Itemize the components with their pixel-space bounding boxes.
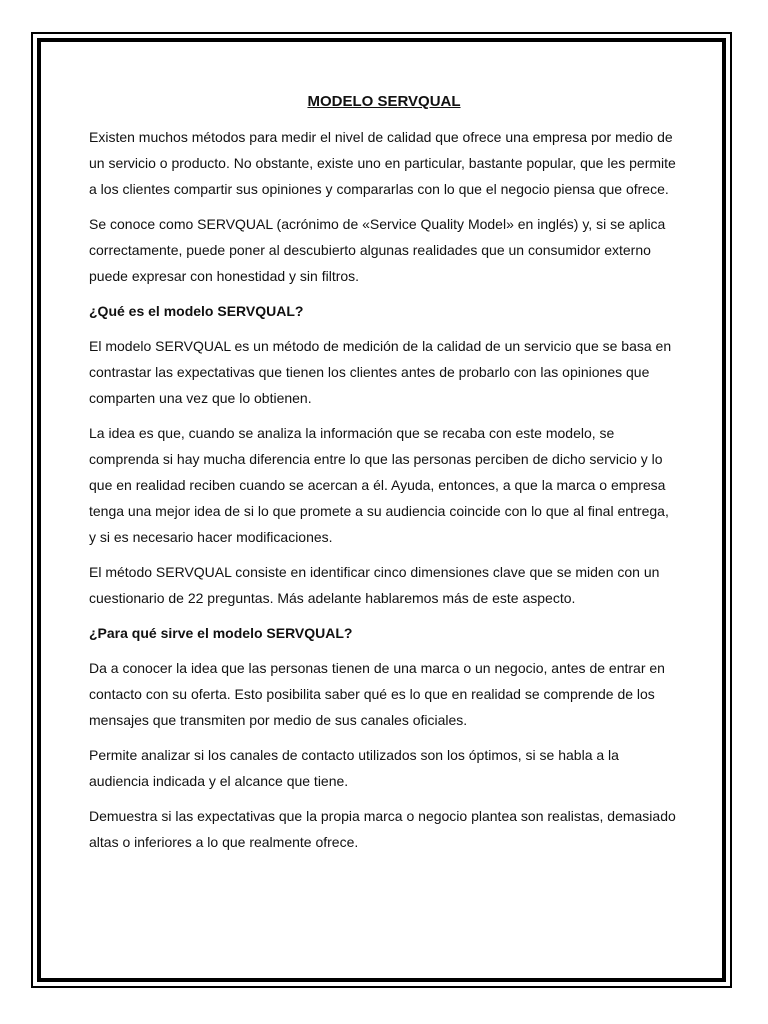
paragraph-intro: Existen muchos métodos para medir el nivel de calidad que ofrece una empresa por medio de un servicio o producto. No obstante, existe uno en particular, bastante popular, que les permite a los clientes compartir sus opiniones y compararlas con lo que el negocio piensa que ofrece. bbox=[89, 129, 676, 197]
paragraph-what-for-3: Demuestra si las expectativas que la propia marca o negocio plantea son realistas, demasiado altas o inferiores a lo que realmente ofrece. bbox=[89, 808, 676, 850]
paragraph-what-for-1: Da a conocer la idea que las personas tienen de una marca o un negocio, antes de entrar en contacto con su oferta. Esto posibilita saber qué es lo que en realidad se comprende de los mensajes que transmiten por medio de sus canales oficiales. bbox=[89, 660, 665, 728]
document-title: MODELO SERVQUAL bbox=[307, 93, 461, 110]
paragraph-definition-acronym: Se conoce como SERVQUAL (acrónimo de «Service Quality Model» en inglés) y, si se aplica correctamente, puede poner al descubierto algunas realidades que un consumidor externo puede expresar con honestidad y sin filtros. bbox=[89, 216, 666, 284]
heading-what-is: ¿Qué es el modelo SERVQUAL? bbox=[89, 303, 304, 319]
paragraph-what-is-3: El método SERVQUAL consiste en identificar cinco dimensiones clave que se miden con un cuestionario de 22 preguntas. Más adelante hablaremos más de este aspecto. bbox=[89, 564, 660, 606]
paragraph-what-is-1: El modelo SERVQUAL es un método de medición de la calidad de un servicio que se basa en contrastar las expectativas que tienen los clientes antes de probarlo con las opiniones que comparten una vez que lo obtienen. bbox=[89, 338, 672, 406]
paragraph-what-is-2: La idea es que, cuando se analiza la información que se recaba con este modelo, se comprenda si hay mucha diferencia entre lo que las personas perciben de dicho servicio y lo que en realidad reciben cuando se acercan a él. Ayuda, entonces, a que la marca o empresa tenga una mejor idea de si lo que promete a su audiencia coincide con lo que al final entrega, y si es necesario hacer modificaciones. bbox=[89, 425, 669, 545]
heading-what-for: ¿Para qué sirve el modelo SERVQUAL? bbox=[89, 625, 353, 641]
paragraph-what-for-2: Permite analizar si los canales de contacto utilizados son los óptimos, si se habla a la audiencia indicada y el alcance que tiene. bbox=[89, 747, 619, 789]
document-body bbox=[89, 92, 679, 864]
